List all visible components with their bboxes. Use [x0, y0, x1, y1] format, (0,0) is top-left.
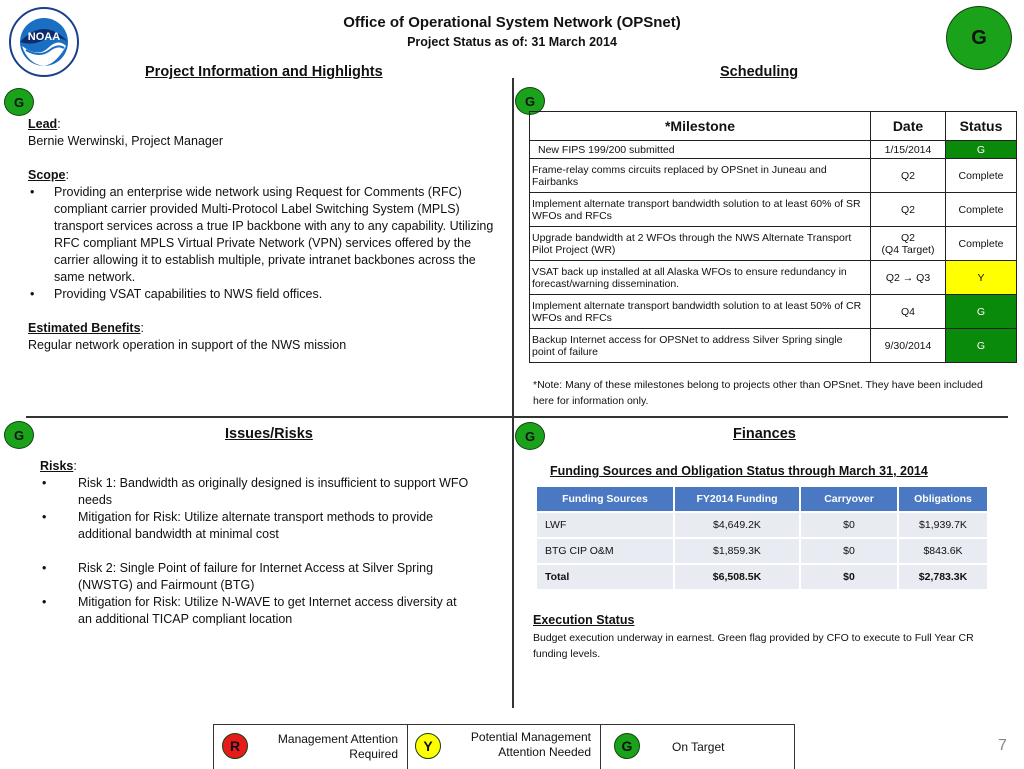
milestone-note: *Note: Many of these milestones belong to projects other than OPSnet. They have been included here for information only.	[533, 379, 983, 407]
funding-cell: LWF	[537, 513, 673, 537]
milestone-cell: VSAT back up installed at all Alaska WFOs to ensure redundancy in forecast/warning dissemination.	[530, 261, 871, 295]
funding-table-title: Funding Sources and Obligation Status through March 31, 2014	[550, 464, 928, 478]
funding-cell: $1,939.7K	[899, 513, 987, 537]
table-row	[530, 141, 1017, 159]
legend-item-red	[214, 725, 408, 769]
scope-label: Scope	[28, 168, 66, 182]
scheduling-status: G	[515, 87, 545, 115]
issues-status: G	[4, 421, 34, 449]
status-header: Status	[946, 112, 1017, 141]
milestone-cell: Upgrade bandwidth at 2 WFOs through the NWS Alternate Transport Pilot Project (WR)	[530, 227, 871, 261]
lead-value: Bernie Werwinski, Project Manager	[28, 134, 223, 148]
funding-header: Carryover	[801, 487, 897, 511]
milestone-table-wrap	[529, 111, 1017, 363]
legend-green-indicator: G	[614, 733, 640, 759]
table-row	[530, 159, 1017, 193]
legend-item-yellow	[407, 725, 601, 769]
benefits-label: Estimated Benefits	[28, 321, 141, 335]
legend-yellow-label: Potential Management Attention Needed	[470, 730, 591, 759]
divider-bottom	[512, 418, 514, 708]
funding-cell: Total	[537, 565, 673, 589]
table-row	[530, 295, 1017, 329]
risk-item: • Risk 2: Single Point of failure for Internet Access at Silver Spring (NWSTG) and Fairmount (BTG)	[40, 560, 470, 594]
legend-yellow-indicator: Y	[415, 733, 441, 759]
page-number: 7	[998, 737, 1007, 754]
date-header: Date	[871, 112, 946, 141]
funding-cell: $4,649.2K	[675, 513, 799, 537]
project-info-status: G	[4, 88, 34, 116]
risks-label: Risks	[40, 459, 74, 473]
project-info-body: Lead: Bernie Werwinski, Project Manager Scope: • Providing an enterprise wide network using Request for Comments (RFC) compliant carrier provided Multi-Protocol Label Switching System (MPLS) transport services across a true IP backbone with any to any capability. Utilizing RFC compliant MPLS Virtual Private Network (VPN) services offered by the carrier allowing it to establish multiple, private intranet backbones across the same network. • Providing VSAT capabilities to NWS field offices. Estimated Benefits: Regular network operation in support of the NWS mission	[28, 116, 500, 354]
page-subtitle: Project Status as of: 31 March 2014	[407, 35, 617, 49]
funding-cell: $2,783.3K	[899, 565, 987, 589]
date-cell: Q2 → Q3	[871, 261, 946, 295]
funding-table	[535, 485, 989, 591]
finances-heading: Finances	[733, 426, 796, 442]
milestone-cell: Backup Internet access for OPSNet to address Silver Spring single point of failure	[530, 329, 871, 363]
status-cell: Complete	[946, 227, 1017, 261]
date-cell: Q2 (Q4 Target)	[871, 227, 946, 261]
scope-item: • Providing an enterprise wide network using Request for Comments (RFC) compliant carrier provided Multi-Protocol Label Switching System (MPLS) transport services across a true IP backbone with any to any capability. Utilizing RFC compliant MPLS Virtual Private Network (VPN) services offered by the carrier allowing it to establish multiple, private intranet backbones across the same network.	[28, 184, 500, 286]
funding-header: Obligations	[899, 487, 987, 511]
finances-status: G	[515, 422, 545, 450]
legend-item-green	[600, 725, 793, 769]
risk-item: • Mitigation for Risk: Utilize alternate transport methods to provide additional bandwidth at minimal cost	[40, 509, 470, 543]
project-info-heading: Project Information and Highlights	[145, 64, 383, 80]
milestone-table	[529, 111, 1017, 363]
legend-red-label: Management Attention Required	[277, 732, 398, 761]
risk-item: • Mitigation for Risk: Utilize N-WAVE to get Internet access diversity at an additional TICAP compliant location	[40, 594, 470, 628]
table-row	[530, 227, 1017, 261]
status-cell: Y	[946, 261, 1017, 295]
milestone-cell: Implement alternate transport bandwidth solution to at least 60% of SR WFOs and RFCs	[530, 193, 871, 227]
table-row	[537, 565, 987, 589]
risk-item: • Risk 1: Bandwidth as originally designed is insufficient to support WFO needs	[40, 475, 470, 509]
status-cell: Complete	[946, 159, 1017, 193]
status-cell: G	[946, 295, 1017, 329]
funding-cell: $0	[801, 513, 897, 537]
table-row	[537, 513, 987, 537]
issues-body: Risks: • Risk 1: Bandwidth as originally designed is insufficient to support WFO needs • Mitigation for Risk: Utilize alternate transport methods to provide additional bandwidth at minimal cost • Risk 2: Single Point of failure for Internet Access at Silver Spring (NWSTG) and Fairmount (BTG) • Mitigation for Risk: Utilize N-WAVE to get Internet access diversity at an additional TICAP compliant location	[40, 458, 470, 628]
execution-text: Budget execution underway in earnest. Green flag provided by CFO to execute to Full Year CR funding levels.	[533, 632, 974, 660]
milestone-header: *Milestone	[530, 112, 871, 141]
funding-cell: $6,508.5K	[675, 565, 799, 589]
benefits-value: Regular network operation in support of the NWS mission	[28, 338, 347, 352]
funding-cell: $843.6K	[899, 539, 987, 563]
table-row	[530, 261, 1017, 295]
legend-red-indicator: R	[222, 733, 248, 759]
overall-status-indicator: G	[946, 6, 1012, 70]
table-row	[530, 193, 1017, 227]
funding-cell: $1,859.3K	[675, 539, 799, 563]
date-cell: 9/30/2014	[871, 329, 946, 363]
status-cell: G	[946, 329, 1017, 363]
page-title: Office of Operational System Network (OPSnet)	[343, 14, 681, 31]
table-row	[537, 539, 987, 563]
date-cell: 1/15/2014	[871, 141, 946, 159]
milestone-cell: Frame-relay comms circuits replaced by OPSnet in Juneau and Fairbanks	[530, 159, 871, 193]
funding-cell: $0	[801, 539, 897, 563]
funding-header: FY2014 Funding	[675, 487, 799, 511]
scheduling-heading: Scheduling	[720, 64, 799, 80]
legend-green-label: On Target	[672, 740, 725, 754]
svg-text:NOAA: NOAA	[27, 31, 61, 43]
divider-top	[512, 78, 514, 416]
scope-item: • Providing VSAT capabilities to NWS field offices.	[28, 286, 500, 303]
date-cell: Q4	[871, 295, 946, 329]
funding-cell: BTG CIP O&M	[537, 539, 673, 563]
funding-table-wrap	[535, 485, 989, 591]
table-row	[530, 329, 1017, 363]
divider-middle	[26, 416, 1008, 418]
status-legend	[213, 724, 795, 769]
funding-cell: $0	[801, 565, 897, 589]
milestone-cell: Implement alternate transport bandwidth solution to at least 50% of CR WFOs and RFCs	[530, 295, 871, 329]
status-cell: Complete	[946, 193, 1017, 227]
status-cell: G	[946, 141, 1017, 159]
funding-header: Funding Sources	[537, 487, 673, 511]
date-cell: Q2	[871, 159, 946, 193]
issues-heading: Issues/Risks	[225, 426, 313, 442]
execution-label: Execution Status	[533, 613, 635, 627]
date-cell: Q2	[871, 193, 946, 227]
milestone-cell: New FIPS 199/200 submitted	[530, 141, 871, 159]
lead-label: Lead	[28, 117, 58, 131]
